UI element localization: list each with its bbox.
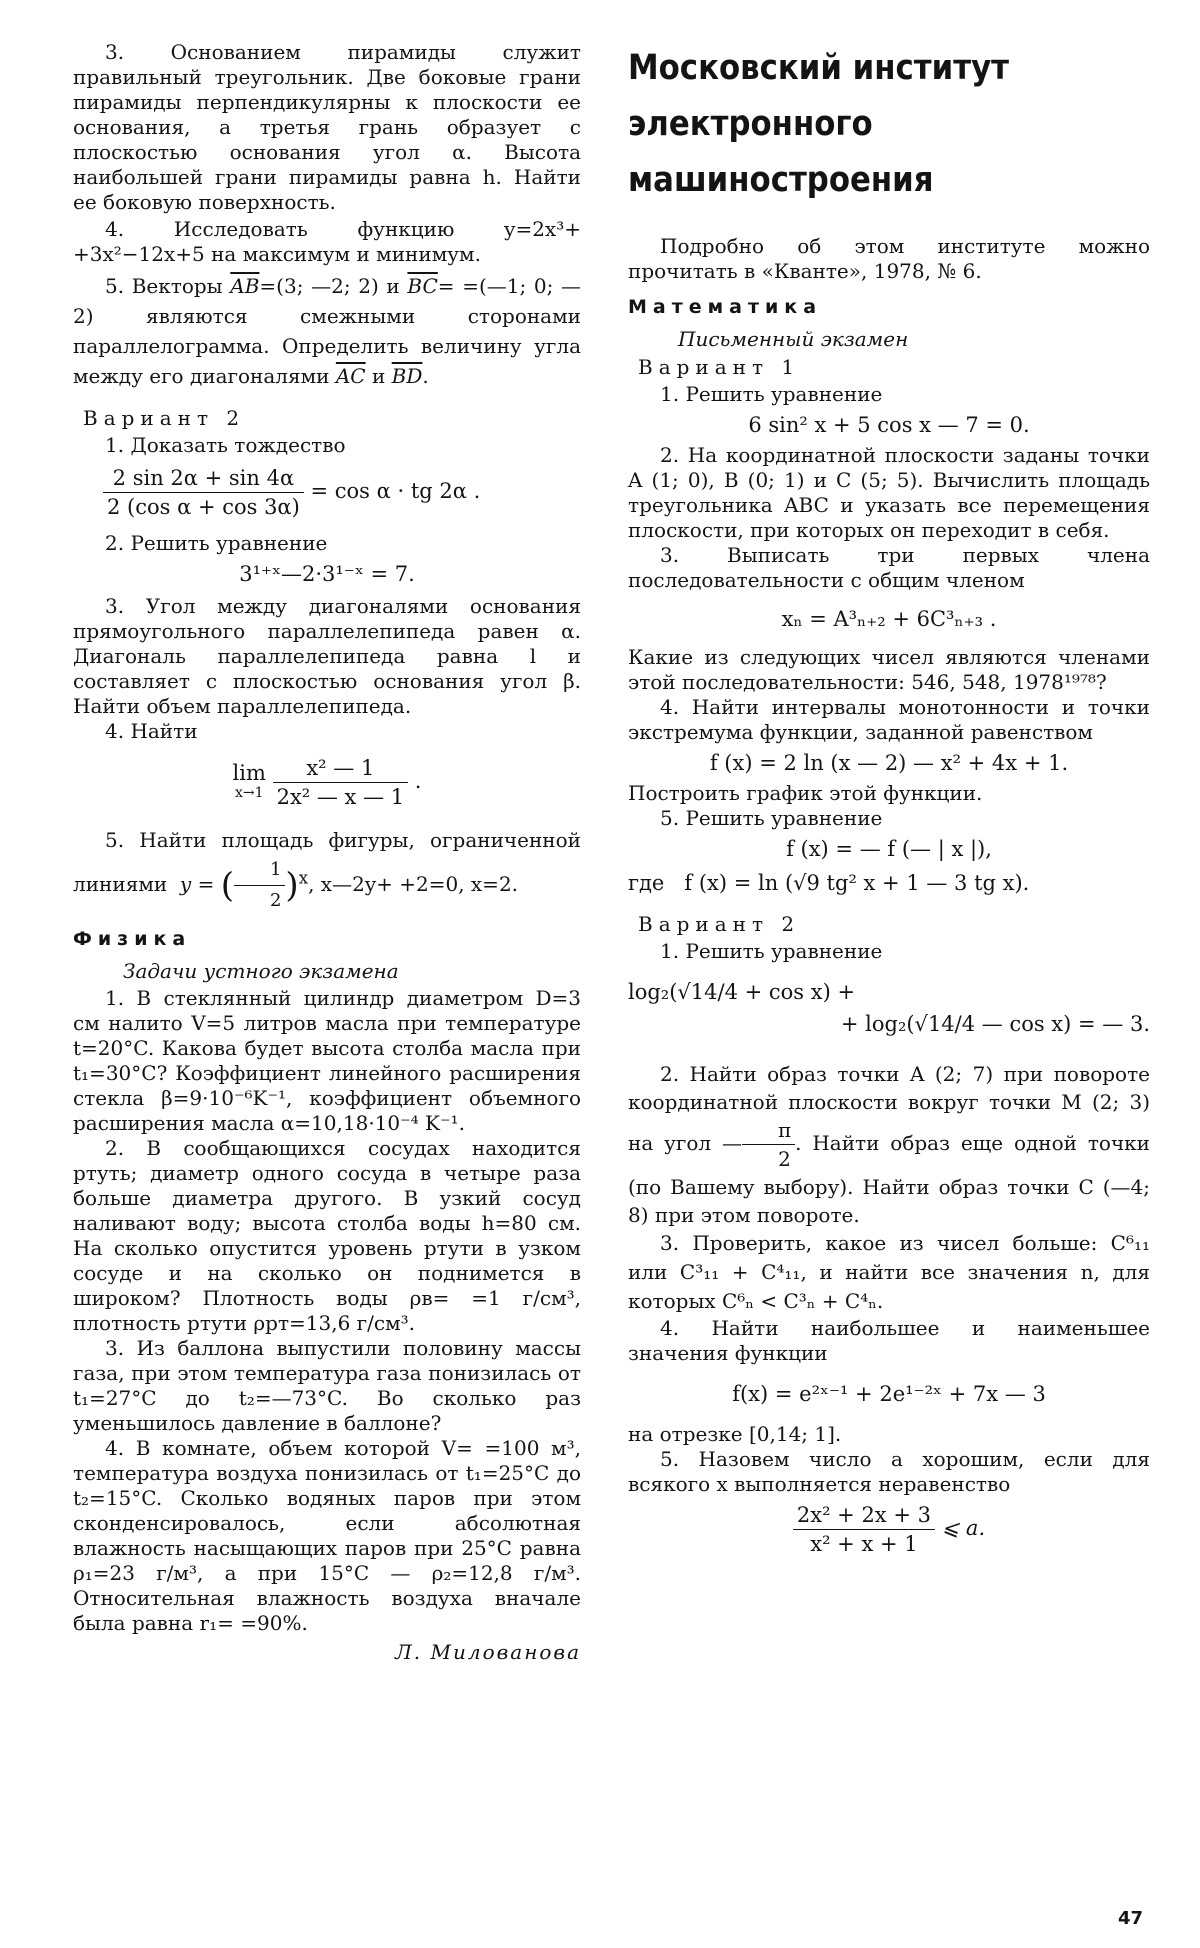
log-equation-line-1: log₂(√14/4 + cos x) + bbox=[628, 980, 856, 1004]
vector-ac: $\overline{AC}$ bbox=[335, 364, 366, 388]
r-v2-problem-2: 2. Найти образ точки A (2; 7) при повороте координатной плоскости вокруг точки M (2; 3) на угол — $\frac{\pi}{2}$ . Найти образ еще одной точки (по Вашему выбору). Найти образ точки C (—4; 8) при этом повороте. bbox=[628, 1062, 1151, 1227]
author-signature: Л. Милованова bbox=[395, 1640, 581, 1664]
physics-problem-3: 3. Из баллона выпустили половину массы газа, при этом температура газа понизилась от t₁=27°C до t₂=—73°C. Во сколько раз уменьшилось давление в баллоне? bbox=[73, 1336, 581, 1435]
problem-4: 4. Исследовать функцию y=2x³+ +3x²−12x+5 на максимум и минимум. bbox=[73, 217, 581, 266]
physics-problem-1: 1. В стеклянный цилиндр диаметром D=3 см налито V=5 литров масла при температуре t=20°C. Какова будет высота столба масла при t₁=30°C? Коэффициент линейного расширения стекла β=9·10⁻⁶K⁻¹, коэффициент объемного расширения масла α=10,18·10⁻⁴ K⁻¹. bbox=[73, 986, 581, 1135]
inequality-formula: $\frac{\text{2x² + 2x + 3}}{\text{x² + x + 1}}$ ⩽ a. bbox=[628, 1501, 1150, 1558]
math-heading: Математика bbox=[628, 296, 823, 318]
sequence-formula: xₙ = A³ₙ₊₂ + 6C³ₙ₊₃ . bbox=[781, 607, 997, 631]
intro-text: Подробно об этом институте можно прочитать в «Кванте», 1978, № 6. bbox=[628, 234, 1150, 283]
variant-2-heading: Вариант 2 bbox=[83, 406, 246, 430]
v1-problem-2: 2. На координатной плоскости заданы точки A (1; 0), B (0; 1) и C (5; 5). Вычислить площадь треугольника ABC и указать все перемещения плоскости, при которых он переходит в себя. bbox=[628, 443, 1150, 542]
article-title: Московский институт электронного машиностроения bbox=[628, 48, 1010, 200]
exp-function: f(x) = e²ˣ⁻¹ + 2e¹⁻²ˣ + 7x — 3 bbox=[732, 1382, 1046, 1406]
interval-text: на отрезке [0,14; 1]. bbox=[628, 1422, 842, 1446]
r-v2-problem-3: 3. Проверить, какое из чисел больше: C⁶₁₁ или C³₁₁ + C⁴₁₁, и найти все значения n, для которых C⁶ₙ < C³ₙ + C⁴ₙ. bbox=[628, 1231, 1150, 1313]
function-formula: f (x) = 2 ln (x — 2) — x² + 4x + 1. bbox=[709, 751, 1069, 775]
v1-problem-1: 1. Решить уравнение bbox=[660, 382, 883, 406]
variant-1-heading: Вариант 1 bbox=[638, 355, 801, 379]
physics-problem-2: 2. В сообщающихся сосудах находится ртуть; диаметр одного сосуда в четыре раза больше диаметра другого. В узкий сосуд наливают воду; высота столба воды h=80 см. На сколько опустится уровень ртути в узком сосуде и на сколько он поднимется в широком? Плотность воды ρв= =1 г/см³, плотность ртути ρрт=13,6 г/см³. bbox=[73, 1136, 581, 1335]
v2-problem-1: 1. Доказать тождество bbox=[105, 433, 346, 457]
page-number: 47 bbox=[1118, 1908, 1144, 1929]
r-v2-problem-4: 4. Найти наибольшее и наименьшее значения функции bbox=[628, 1316, 1150, 1365]
physics-problem-4: 4. В комнате, объем которой V= =100 м³, температура воздуха понизилась от t₁=25°C до t₂=15°C. Сколько водяных паров при этом сконденсировалось, если абсолютная влажность насыщающих паров при 25°C равна ρ₁=23 г/м³, а при 15°C — ρ₂=12,8 г/м³. Относительная влажность воздуха вначале была равна r₁= =90%. bbox=[73, 1436, 581, 1635]
r-v2-problem-1: 1. Решить уравнение bbox=[660, 939, 883, 963]
problem-5: 5. Векторы $\overline{AB}=(3$; —2; 2) и $\overline{BC}=$ =(—1; 0; —2) являются смежными сторонами параллелограмма. Определить величину угла между его диагоналями $\overline{AC}$ и $\overline{BD}$. bbox=[73, 274, 582, 388]
v1-problem-5: 5. Решить уравнение bbox=[660, 806, 883, 830]
functional-equation: f (x) = — f (— | x |), bbox=[786, 837, 992, 861]
v2-problem-3: 3. Угол между диагоналями основания прямоугольного параллелепипеда равен α. Диагональ параллелепипеда равна l и составляет с плоскостью основания угол β. Найти объем параллелепипеда. bbox=[73, 594, 581, 718]
r-v2-problem-5: 5. Назовем число a хорошим, если для всякого x выполняется неравенство bbox=[628, 1447, 1150, 1496]
v1-problem-3-question: Какие из следующих чисел являются членами этой последовательности: 546, 548, 1978¹⁹⁷⁸? bbox=[628, 645, 1150, 694]
written-exam-heading: Письменный экзамен bbox=[678, 327, 909, 351]
vector-ab: $\overline{AB}$ bbox=[230, 274, 260, 298]
v2-problem-2: 2. Решить уравнение bbox=[105, 531, 328, 555]
v2-problem-5: 5. Найти площадь фигуры, ограниченной линиями y = ( $\frac{1}{2}$ )$^x$, x—2y+ +2=0, x=2. bbox=[73, 828, 581, 911]
problem-3: 3. Основанием пирамиды служит правильный треугольник. Две боковые грани пирамиды перпендикулярны к плоскости ее основания, а третья грань образует с плоскостью основания угол α. Высота наибольшей грани пирамиды равна h. Найти ее боковую поверхность. bbox=[73, 40, 581, 214]
trig-equation: 6 sin² x + 5 cos x — 7 = 0. bbox=[748, 413, 1030, 437]
oral-exam-heading: Задачи устного экзамена bbox=[123, 959, 399, 983]
v2-problem-4: 4. Найти bbox=[105, 719, 198, 743]
right-column bbox=[628, 40, 1150, 1562]
exponential-equation: 3¹⁺ˣ—2·3¹⁻ˣ = 7. bbox=[239, 562, 415, 586]
v1-problem-4-graph: Построить график этой функции. bbox=[628, 781, 983, 805]
identity-formula: $\frac{2 \sin 2\alpha + \sin 4\alpha}{\text{2 (cos α + cos 3α)}}$ = cos α · tg 2α . bbox=[73, 464, 581, 521]
variant-2-right-heading: Вариант 2 bbox=[638, 912, 801, 936]
physics-heading: Физика bbox=[73, 928, 192, 950]
vector-bd: $\overline{BD}$ bbox=[391, 364, 423, 388]
log-equation-line-2: + log₂(√14/4 — cos x) = — 3. bbox=[840, 1012, 1150, 1036]
vector-bc: $\overline{BC}$ bbox=[407, 274, 438, 298]
left-column bbox=[73, 40, 581, 1664]
v1-problem-4: 4. Найти интервалы монотонности и точки экстремума функции, заданной равенством bbox=[628, 695, 1150, 744]
v1-problem-3: 3. Выписать три первых члена последовательности с общим членом bbox=[628, 543, 1150, 592]
limit-formula: lim x→1 $\frac{\text{x² — 1}}{\text{2x² — x — 1}}$ . bbox=[232, 756, 422, 809]
function-definition: где f (x) = ln (√9 tg² x + 1 — 3 tg x). bbox=[628, 871, 1030, 895]
